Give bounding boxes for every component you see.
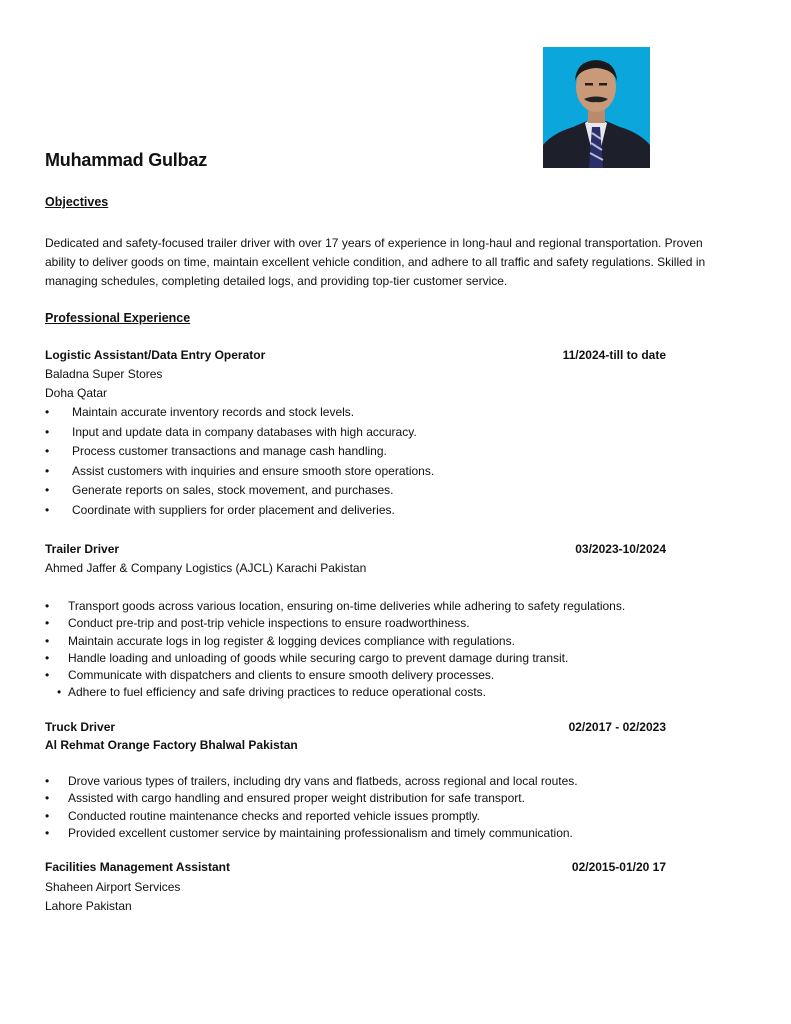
list-item: • Generate reports on sales, stock movement, and purchases.	[45, 483, 394, 497]
job-employer: Al Rehmat Orange Factory Bhalwal Pakistan	[45, 738, 298, 752]
job-location: Doha Qatar	[45, 386, 108, 400]
job-location: Lahore Pakistan	[45, 899, 132, 913]
profile-photo	[543, 47, 650, 168]
objectives-text: Dedicated and safety-focused trailer driver with over 17 years of experience in long-haul and regional transportation. Proven ability to deliver goods on time, maintain excellent vehicle condition, and adhere to all traffic and safety regulations. Skilled in managing schedules, completing detailed logs, and providing top-tier customer service.	[45, 236, 706, 288]
list-item: • Input and update data in company databases with high accuracy.	[45, 424, 417, 439]
list-item: • Provided excellent customer service by maintaining professionalism and timely communication.	[45, 825, 573, 840]
list-item: • Adhere to fuel efficiency and safe driving practices to reduce operational costs.	[57, 685, 487, 700]
job-dates: 02/2017 - 02/2023	[568, 720, 666, 734]
list-item: • Maintain accurate inventory records and stock levels.	[45, 405, 355, 419]
list-item: • Assisted with cargo handling and ensured proper weight distribution for safe transport.	[45, 791, 525, 806]
job-title: Trailer Driver	[45, 542, 120, 556]
list-item: • Conducted routine maintenance checks and reported vehicle issues promptly.	[45, 808, 481, 823]
list-item: • Transport goods across various location, ensuring on-time deliveries while adhering to safety regulations.	[45, 599, 626, 613]
job-duties-list	[45, 599, 625, 703]
job-employer: Shaheen Airport Services	[45, 880, 181, 894]
list-item: • Maintain accurate logs in log register & logging devices compliance with regulations.	[45, 633, 515, 648]
job-employer: Baladna Super Stores	[45, 367, 163, 381]
job-title: Facilities Management Assistant	[45, 860, 230, 874]
job-dates: 11/2024-till to date	[562, 348, 666, 362]
job-title: Logistic Assistant/Data Entry Operator	[45, 348, 266, 362]
job-title: Truck Driver	[45, 720, 116, 734]
job-employer: Ahmed Jaffer & Company Logistics (AJCL) Karachi Pakistan	[45, 561, 367, 575]
job-duties-list	[45, 774, 578, 843]
job-dates: 03/2023-10/2024	[575, 542, 666, 556]
list-item: • Conduct pre-trip and post-trip vehicle inspections to ensure roadworthiness.	[45, 616, 470, 631]
list-item: • Assist customers with inquiries and ensure smooth store operations.	[45, 463, 435, 478]
list-item: • Coordinate with suppliers for order placement and deliveries.	[45, 502, 395, 517]
list-item: • Communicate with dispatchers and clients to ensure smooth delivery processes.	[45, 668, 495, 683]
objectives-heading: Objectives	[45, 195, 109, 209]
candidate-name: Muhammad Gulbaz	[45, 150, 208, 170]
experience-heading: Professional Experience	[45, 311, 191, 325]
list-item: • Drove various types of trailers, including dry vans and flatbeds, across regional and local routes.	[45, 774, 578, 788]
list-item: • Process customer transactions and manage cash handling.	[45, 444, 387, 458]
list-item: • Handle loading and unloading of goods while securing cargo to prevent damage during transit.	[45, 650, 569, 665]
job-dates: 02/2015-01/20 17	[571, 860, 666, 874]
job-duties-list	[45, 405, 434, 522]
